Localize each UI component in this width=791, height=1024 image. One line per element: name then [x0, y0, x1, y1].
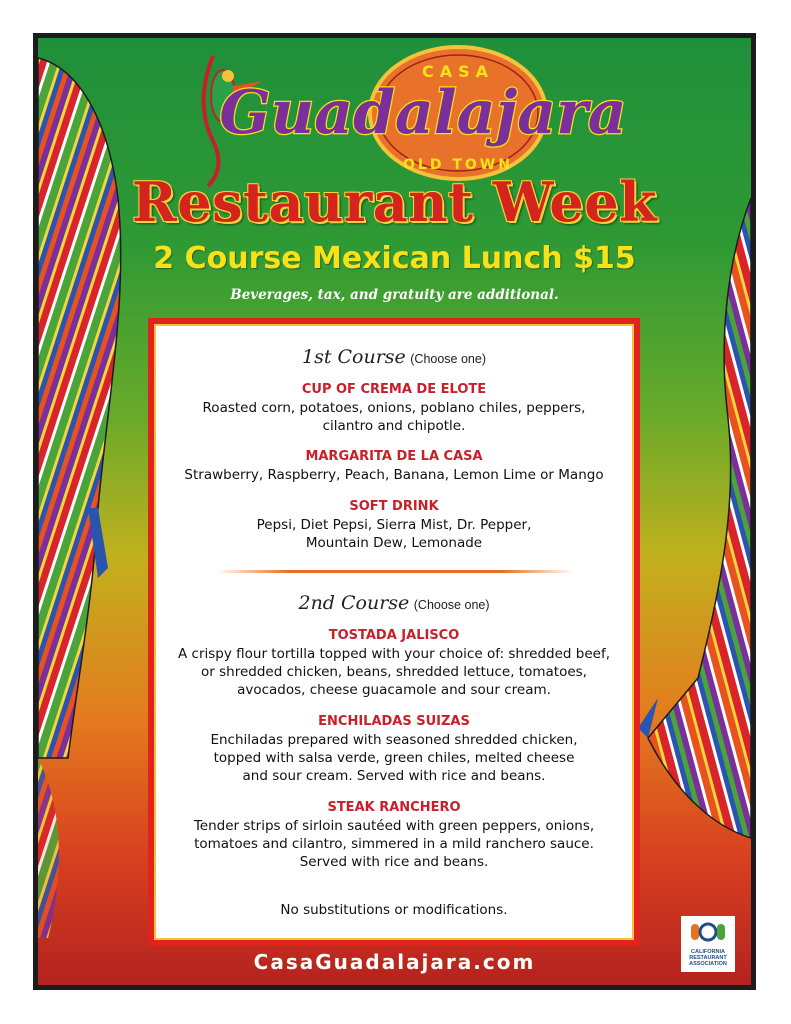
menu-item-description — [154, 516, 634, 552]
first-course-title: 1st Course — [301, 346, 406, 368]
description-line: A crispy flour tortilla topped with your choice of: shredded beef, — [178, 646, 610, 662]
menu-item — [154, 449, 634, 484]
event-subtitle: 2 Course Mexican Lunch $15 — [153, 241, 636, 276]
description-line: topped with salsa verde, green chiles, melted cheese — [213, 750, 575, 766]
description-line: cilantro and chipotle. — [322, 418, 466, 434]
poster-frame — [33, 33, 756, 990]
menu-item — [154, 499, 634, 552]
description-line: Served with rice and beans. — [299, 854, 489, 870]
description-line: Pepsi, Diet Pepsi, Sierra Mist, Dr. Pepper, — [256, 517, 532, 533]
second-course-title: 2nd Course — [298, 592, 410, 614]
menu-item-description — [154, 645, 634, 699]
description-line: tomatoes and cilantro, simmered in a mild ranchero sauce. — [194, 836, 594, 852]
second-course-heading — [154, 592, 634, 614]
description-line: Strawberry, Raspberry, Peach, Banana, Lemon Lime or Mango — [184, 467, 604, 483]
logo-top-text: CASA — [421, 62, 495, 81]
course-divider — [216, 570, 574, 573]
first-course-choose: (Choose one) — [410, 352, 486, 366]
menu-item-name: MARGARITA DE LA CASA — [305, 449, 483, 464]
description-line: or shredded chicken, beans, shredded lettuce, tomatoes, — [201, 664, 587, 680]
menu-card — [148, 318, 640, 946]
description-line: Enchiladas prepared with seasoned shredded chicken, — [210, 732, 578, 748]
menu-item-name: ENCHILADAS SUIZAS — [318, 714, 470, 729]
poster-background — [38, 38, 751, 985]
logo-bottom-text: OLD TOWN — [403, 157, 513, 173]
website-link[interactable]: CasaGuadalajara.com — [253, 950, 536, 974]
restaurant-association-badge — [681, 916, 735, 972]
menu-item-name: TOSTADA JALISCO — [328, 628, 460, 643]
first-course-heading — [154, 346, 634, 368]
event-title: Restaurant Week — [131, 170, 658, 234]
menu-item-description — [154, 466, 634, 484]
restaurant-logo — [158, 41, 658, 191]
description-line: avocados, cheese guacamole and sour cream. — [237, 682, 551, 698]
menu-item-description — [154, 817, 634, 871]
menu-item-name: CUP OF CREMA DE ELOTE — [301, 382, 487, 397]
substitution-note: No substitutions or modifications. — [280, 902, 508, 918]
menu-item-description — [154, 399, 634, 435]
description-line: and sour cream. Served with rice and beans. — [242, 768, 546, 784]
menu-item — [154, 382, 634, 435]
description-line: Roasted corn, potatoes, onions, poblano chiles, peppers, — [202, 400, 586, 416]
menu-item — [154, 714, 634, 785]
association-line: CALIFORNIA — [691, 949, 725, 955]
description-line: Tender strips of sirloin sautéed with green peppers, onions, — [193, 818, 595, 834]
pricing-note: Beverages, tax, and gratuity are additional. — [230, 287, 559, 303]
menu-item-description — [154, 731, 634, 785]
menu-item — [154, 628, 634, 699]
menu-item — [154, 800, 634, 871]
second-course-choose: (Choose one) — [413, 598, 490, 612]
description-line: Mountain Dew, Lemonade — [305, 535, 483, 551]
association-line: RESTAURANT — [689, 955, 727, 961]
menu-item-name: STEAK RANCHERO — [327, 800, 461, 815]
association-line: ASSOCIATION — [689, 961, 727, 967]
menu-item-name: SOFT DRINK — [349, 499, 439, 514]
association-logo-icon — [688, 920, 728, 944]
logo-main-text: Guadalajara — [219, 78, 627, 148]
